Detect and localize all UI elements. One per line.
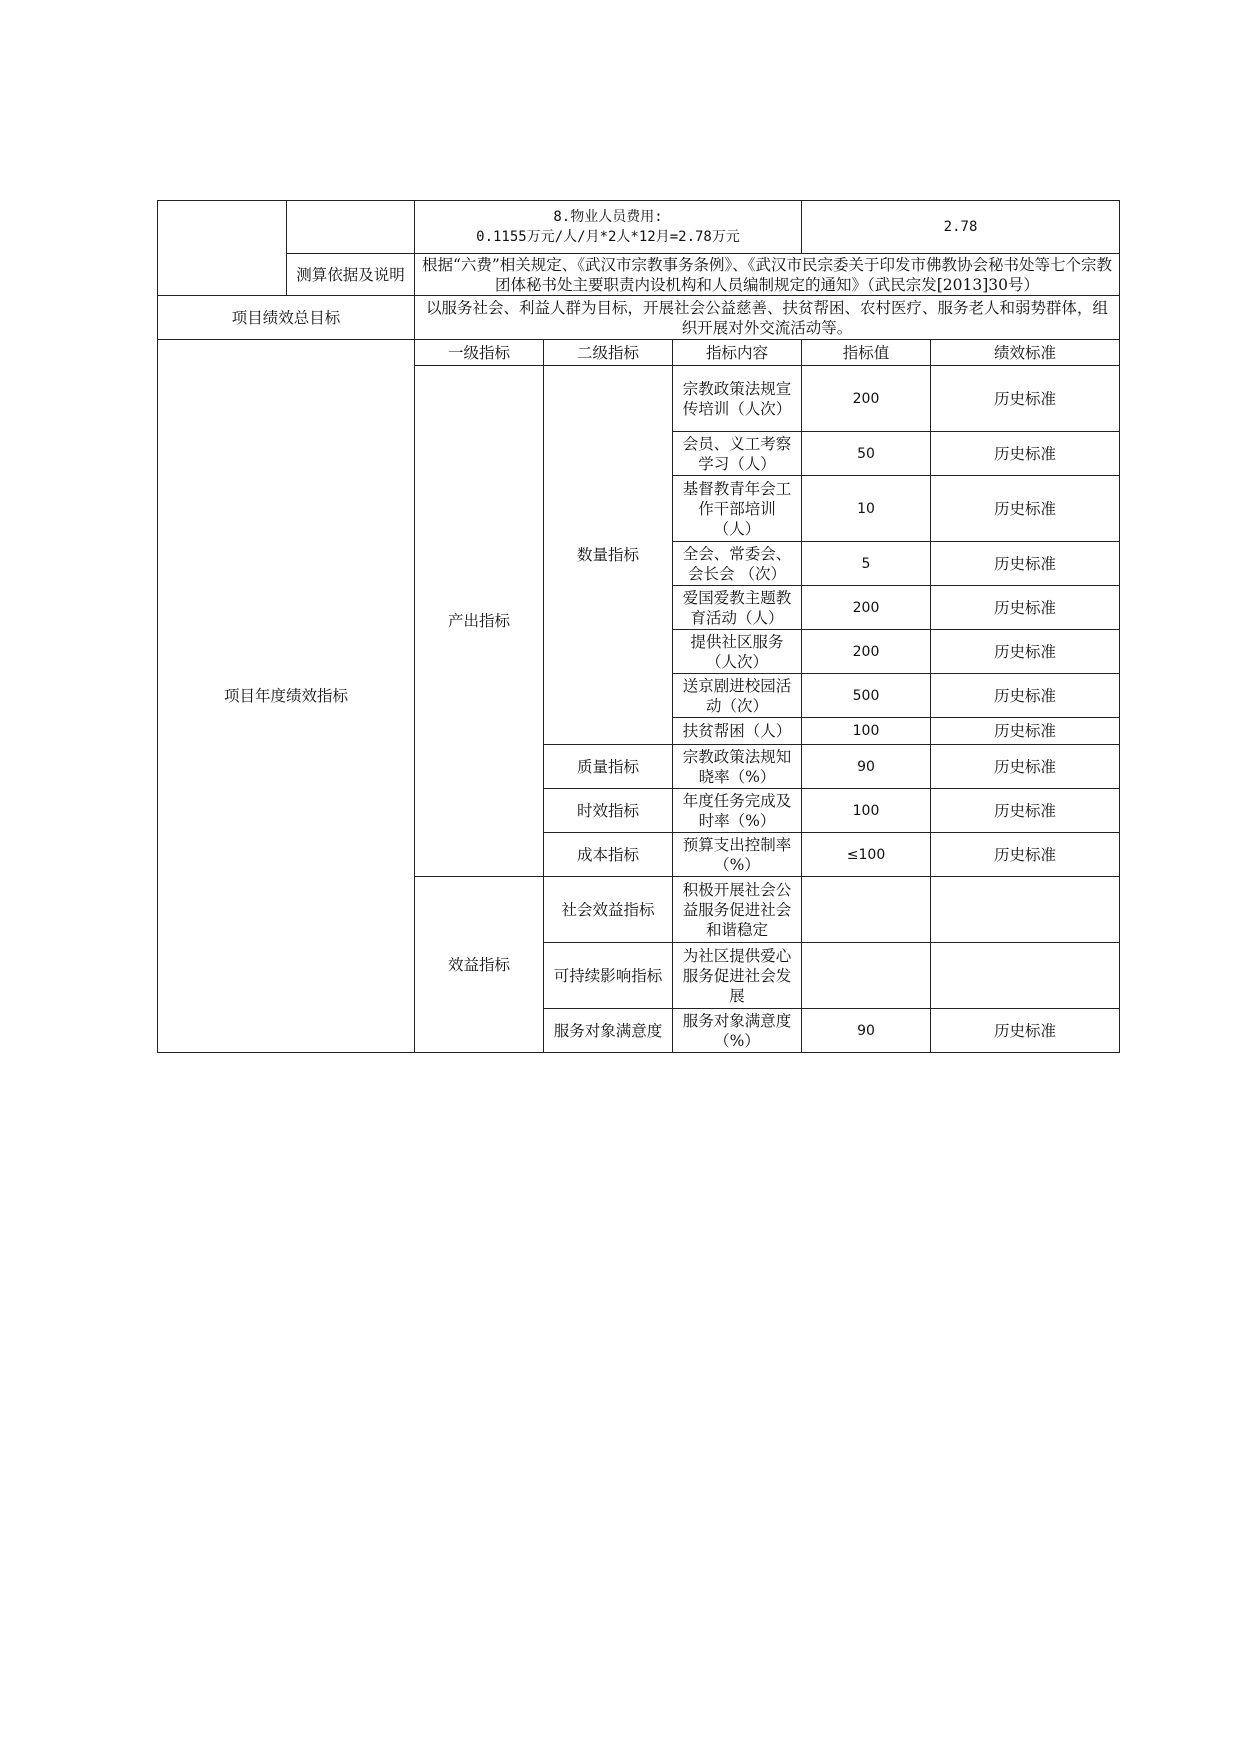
indicator-standard: 历史标准 <box>931 542 1120 586</box>
overall-goal-label: 项目绩效总目标 <box>158 296 415 340</box>
indicator-value: 200 <box>802 630 931 674</box>
indicator-standard: 历史标准 <box>931 745 1120 789</box>
indicator-value: 100 <box>802 789 931 833</box>
overall-goal-text: 以服务社会、利益人群为目标，开展社会公益慈善、扶贫帮困、农村医疗、服务老人和弱势群体，组织开展对外交流活动等。 <box>415 296 1120 340</box>
fee-item-amount: 2.78 <box>802 201 1120 254</box>
indicator-content: 为社区提供爱心服务促进社会发展 <box>673 943 802 1009</box>
indicator-standard: 历史标准 <box>931 630 1120 674</box>
indicator-value: 200 <box>802 366 931 432</box>
indicator-content: 年度任务完成及时率（%） <box>673 789 802 833</box>
level2-timeliness: 时效指标 <box>544 789 673 833</box>
column-header: 指标内容 <box>673 340 802 366</box>
indicator-standard <box>931 943 1120 1009</box>
indicator-content: 扶贫帮困（人） <box>673 718 802 745</box>
fee-item-formula: 0.1155万元/人/月*2人*12月=2.78万元 <box>476 229 740 245</box>
indicator-content: 全会、常委会、会长会 （次） <box>673 542 802 586</box>
indicator-value: ≤100 <box>802 833 931 877</box>
indicator-standard: 历史标准 <box>931 718 1120 745</box>
level2-cost: 成本指标 <box>544 833 673 877</box>
indicator-content: 宗教政策法规宣传培训（人次） <box>673 366 802 432</box>
indicator-content: 爱国爱教主题教育活动（人） <box>673 586 802 630</box>
performance-table <box>157 200 1120 1053</box>
basis-text: 根据“六费”相关规定、《武汉市宗教事务条例》、《武汉市民宗委关于印发市佛教协会秘书处等七个宗教团体秘书处主要职责内设机构和人员编制规定的通知》（武民宗发[2013]30号） <box>415 254 1120 296</box>
indicator-value: 50 <box>802 432 931 476</box>
annual-indicators-label: 项目年度绩效指标 <box>158 340 415 1053</box>
indicator-content: 提供社区服务（人次） <box>673 630 802 674</box>
indicator-value <box>802 877 931 943</box>
level1-benefit: 效益指标 <box>415 877 544 1053</box>
level1-output: 产出指标 <box>415 366 544 877</box>
indicator-content: 送京剧进校园活动（次） <box>673 674 802 718</box>
column-header: 一级指标 <box>415 340 544 366</box>
indicator-value: 90 <box>802 745 931 789</box>
fee-item-cell <box>415 201 802 254</box>
indicator-value <box>802 943 931 1009</box>
indicator-standard: 历史标准 <box>931 833 1120 877</box>
indicator-content: 宗教政策法规知晓率（%） <box>673 745 802 789</box>
indicator-content: 会员、义工考察学习（人） <box>673 432 802 476</box>
indicator-standard: 历史标准 <box>931 1009 1120 1053</box>
indicator-value: 5 <box>802 542 931 586</box>
indicator-value: 10 <box>802 476 931 542</box>
indicator-standard: 历史标准 <box>931 674 1120 718</box>
indicator-standard: 历史标准 <box>931 476 1120 542</box>
level2-social: 社会效益指标 <box>544 877 673 943</box>
column-header: 绩效标准 <box>931 340 1120 366</box>
indicator-standard: 历史标准 <box>931 432 1120 476</box>
indicator-value: 90 <box>802 1009 931 1053</box>
level2-quality: 质量指标 <box>544 745 673 789</box>
indicator-value: 500 <box>802 674 931 718</box>
level2-quantity: 数量指标 <box>544 366 673 745</box>
indicator-value: 200 <box>802 586 931 630</box>
indicator-content: 服务对象满意度（%） <box>673 1009 802 1053</box>
indicator-standard: 历史标准 <box>931 586 1120 630</box>
column-header: 指标值 <box>802 340 931 366</box>
column-header: 二级指标 <box>544 340 673 366</box>
indicator-content: 预算支出控制率（%） <box>673 833 802 877</box>
indicator-content: 基督教青年会工作干部培训（人） <box>673 476 802 542</box>
fee-item-label: 8.物业人员费用: <box>553 209 663 225</box>
empty-cell <box>287 201 415 254</box>
indicator-standard: 历史标准 <box>931 366 1120 432</box>
empty-cell <box>158 201 287 296</box>
indicator-standard <box>931 877 1120 943</box>
level2-satisfaction: 服务对象满意度 <box>544 1009 673 1053</box>
indicator-value: 100 <box>802 718 931 745</box>
indicator-content: 积极开展社会公益服务促进社会和谐稳定 <box>673 877 802 943</box>
indicator-standard: 历史标准 <box>931 789 1120 833</box>
level2-sustain: 可持续影响指标 <box>544 943 673 1009</box>
basis-label: 测算依据及说明 <box>287 254 415 296</box>
